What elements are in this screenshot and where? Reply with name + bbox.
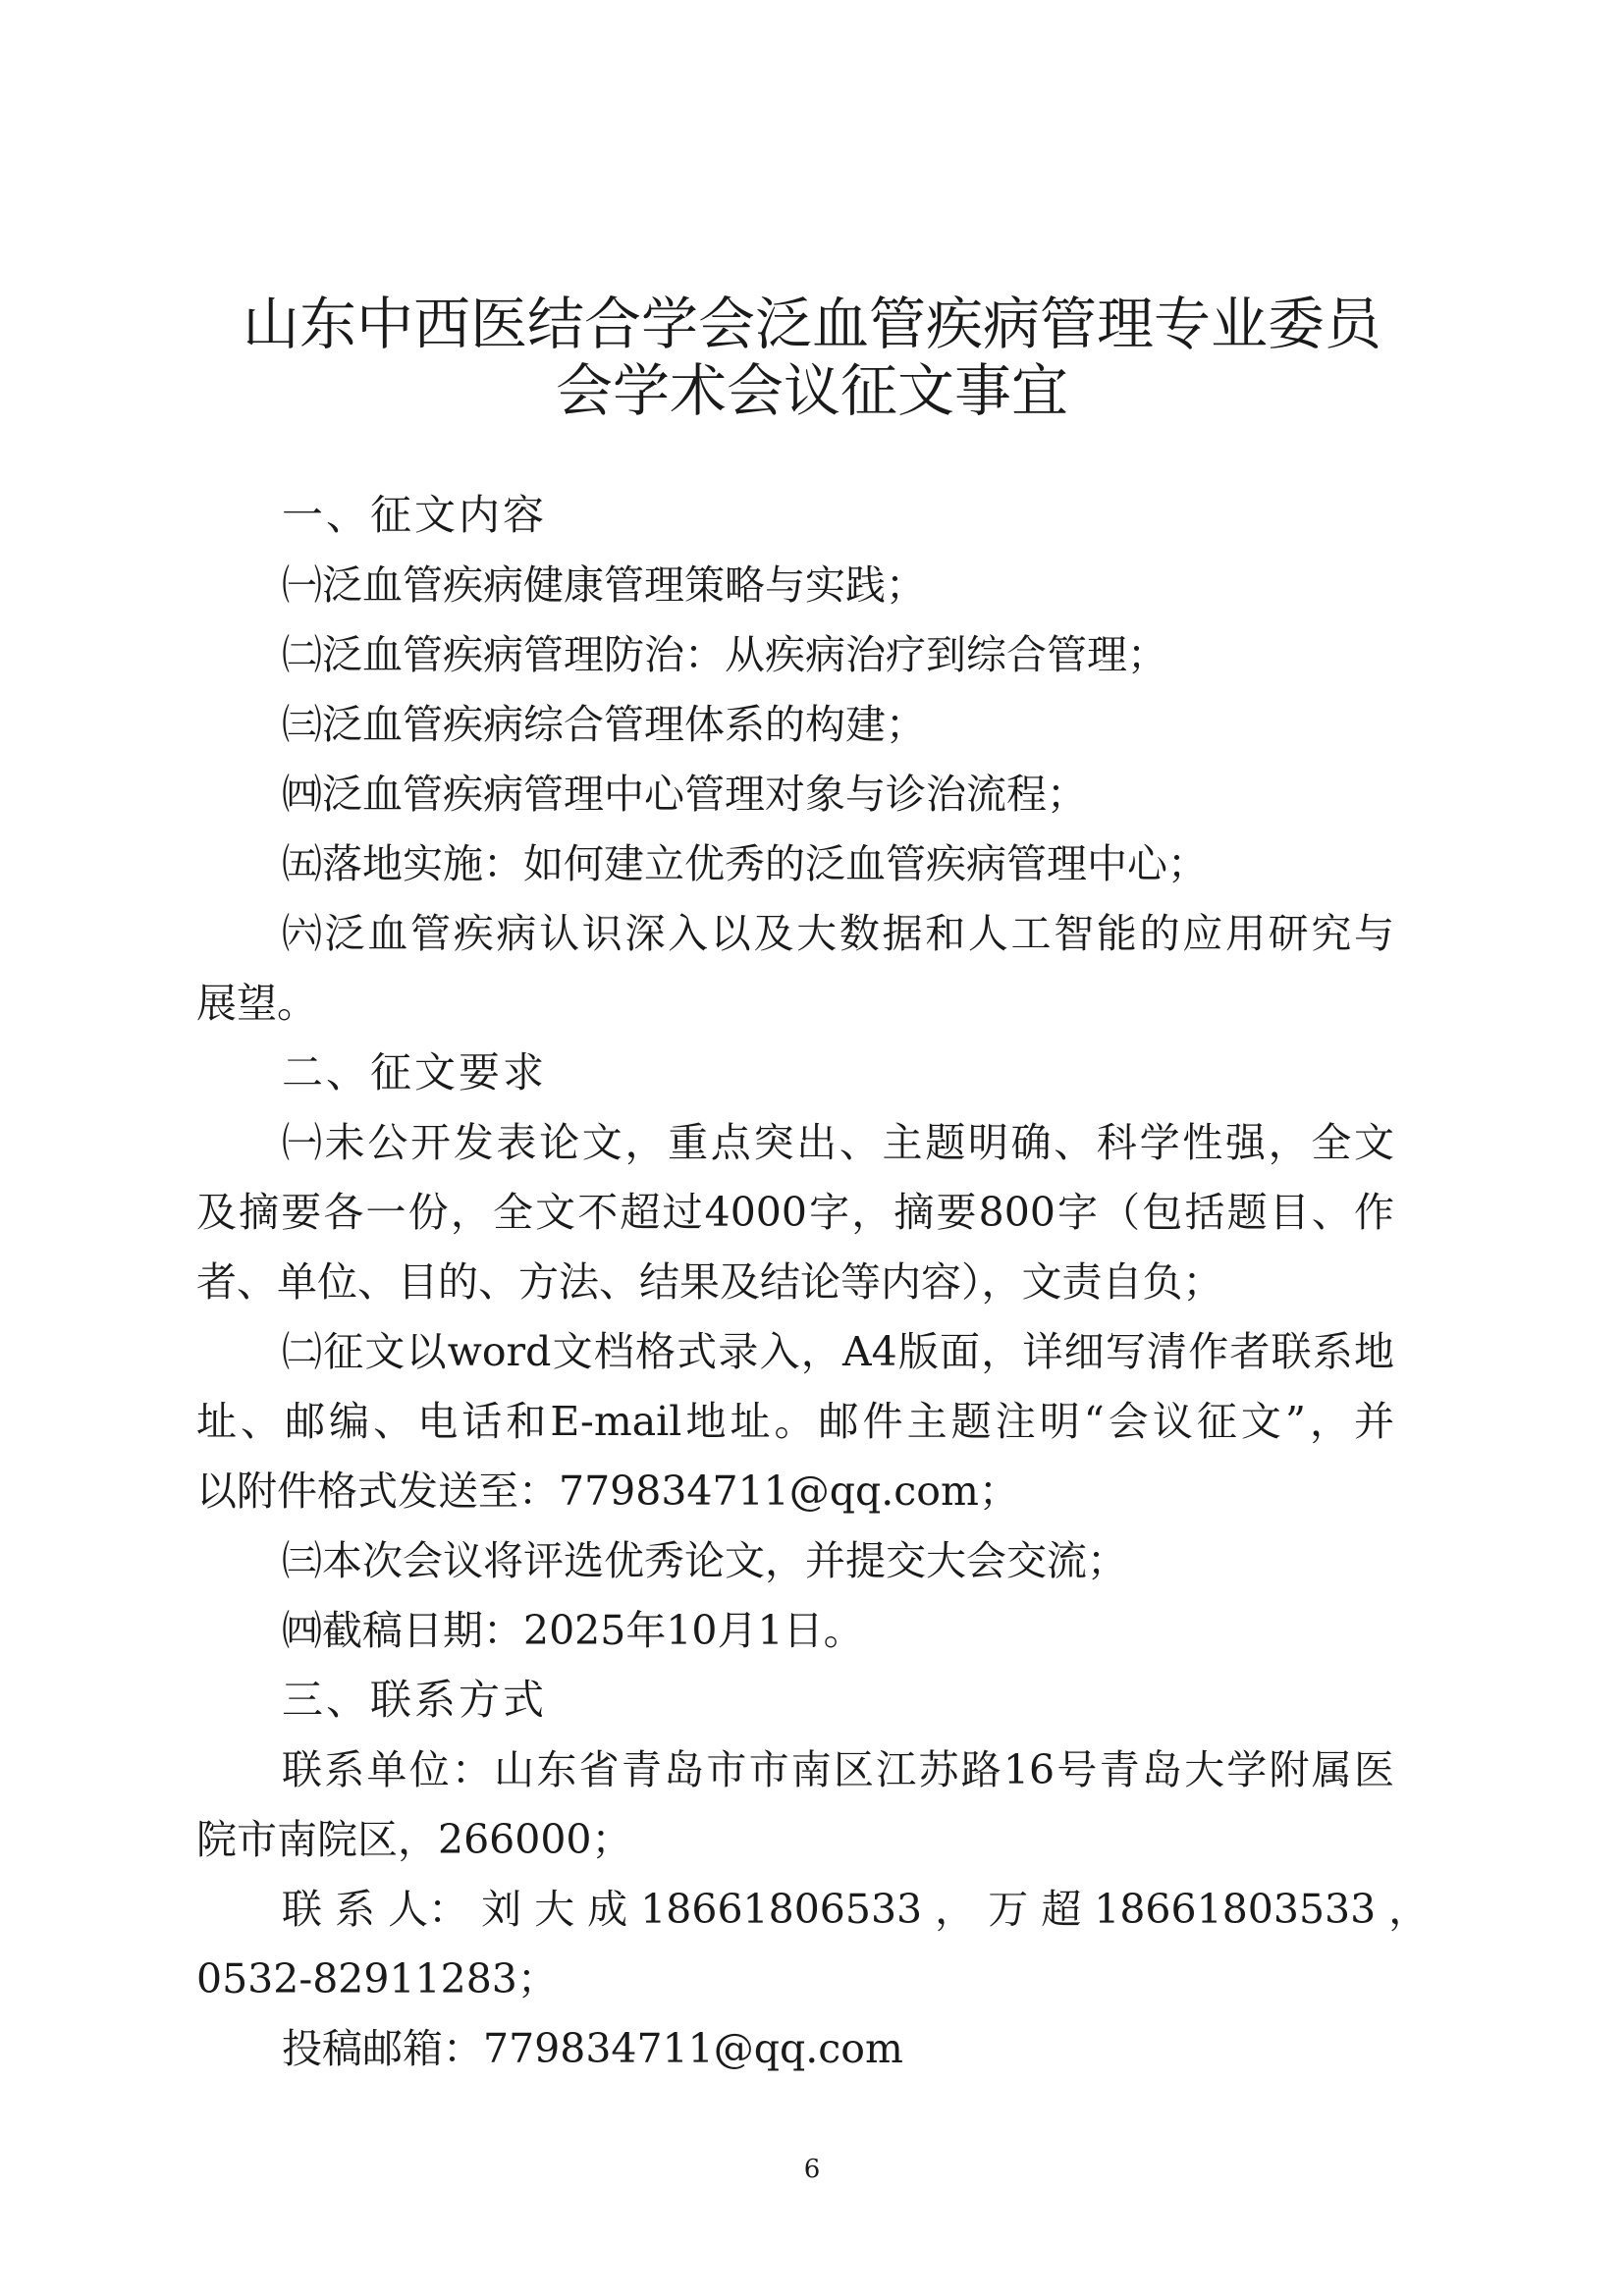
contact-person-line2: 0532-82911283； <box>196 1955 558 2002</box>
section2-item1-line2: 及摘要各一份，全文不超过4000字，摘要800字（包括题目、作 <box>196 1189 1394 1236</box>
section1-item: ㈤落地实施：如何建立优秀的泛血管疾病管理中心； <box>282 840 1208 887</box>
section1-heading: 一、征文内容 <box>282 491 548 539</box>
document-title-line1: 山东中西医结合学会泛血管疾病管理专业委员 <box>242 291 1381 357</box>
section3-heading: 三、联系方式 <box>282 1676 548 1724</box>
section2-item2-line2: 址、邮编、电话和E-mail地址。邮件主题注明“会议征文”，并 <box>196 1398 1394 1445</box>
document-title-line2: 会学术会议征文事宜 <box>555 357 1068 424</box>
section2-item2-line1: ㈡征文以word文档格式录入，A4版面，详细写清作者联系地 <box>282 1328 1394 1375</box>
section2-item3: ㈢本次会议将评选优秀论文，并提交大会交流； <box>282 1537 1127 1584</box>
section2-item1-line1: ㈠未公开发表论文，重点突出、主题明确、科学性强，全文 <box>282 1119 1394 1166</box>
contact-unit-line2: 院市南院区，266000； <box>196 1816 632 1863</box>
section2-heading: 二、征文要求 <box>282 1048 548 1096</box>
section1-item6-line1: ㈥泛血管疾病认识深入以及大数据和人工智能的应用研究与 <box>282 910 1394 957</box>
contact-unit-line1: 联系单位：山东省青岛市市南区江苏路16号青岛大学附属医 <box>282 1746 1394 1793</box>
section2-item1-line3: 者、单位、目的、方法、结果及结论等内容），文责自负； <box>196 1258 1223 1306</box>
section2-item2-line3: 以附件格式发送至：779834711@qq.com； <box>196 1468 1019 1515</box>
page-number: 6 <box>803 2155 821 2184</box>
section2-item4: ㈣截稿日期：2025年10月1日。 <box>282 1607 864 1654</box>
contact-person-line1: 联 系 人： 刘 大 成 18661806533 ， 万 超 18661803533 ， <box>282 1886 1430 1933</box>
section1-item6-line2: 展望。 <box>196 980 317 1027</box>
section1-item: ㈠泛血管疾病健康管理策略与实践； <box>282 561 926 609</box>
section1-item: ㈢泛血管疾病综合管理体系的构建； <box>282 701 926 748</box>
section1-item: ㈣泛血管疾病管理中心管理对象与诊治流程； <box>282 771 1087 818</box>
submission-email: 投稿邮箱：779834711@qq.com <box>282 2025 903 2072</box>
section1-item: ㈡泛血管疾病管理防治：从疾病治疗到综合管理； <box>282 631 1167 678</box>
